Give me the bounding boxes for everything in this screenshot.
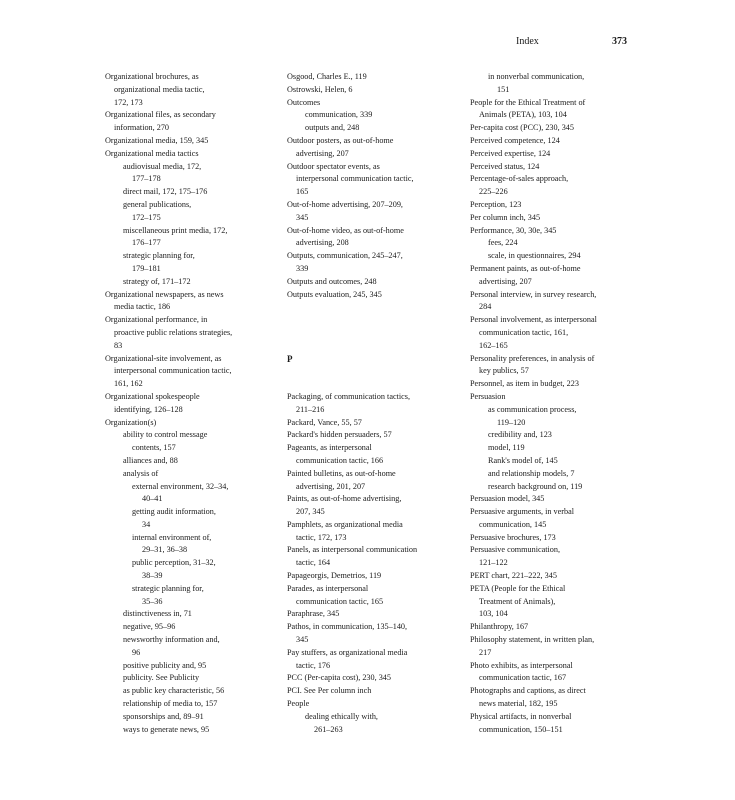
index-entry: Outputs and outcomes, 248 [287,276,377,286]
index-entry: Personnel, as item in budget, 223 [470,379,579,389]
index-entry: Organizational media tactics [105,148,199,158]
index-entry: public perception, 31–32, [132,558,216,568]
index-entry: Philosophy statement, in written plan, [470,635,595,645]
spacer [287,314,459,327]
index-entry: Osgood, Charles E., 119 [287,72,367,81]
index-entry: Performance, 30, 30e, 345 [470,225,557,235]
index-entry: Percentage-of-sales approach, [470,174,569,184]
index-entry: Photographs and captions, as direct [470,686,586,696]
index-entry: contents, 157 [132,443,176,453]
index-entry: advertising, 207 [479,276,532,286]
index-entry: organizational media tactic, [114,84,205,94]
index-entry: 96 [132,647,141,657]
index-entry: Persuasive brochures, 173 [470,532,556,542]
index-entry: People for the Ethical Treatment of [470,97,586,107]
index-entry: communication, 150–151 [479,724,563,734]
index-column-2 [287,71,459,736]
index-entry: sponsorships and, 89–91 [123,711,204,721]
index-entry: fees, 224 [488,238,518,248]
index-entry: direct mail, 172, 175–176 [123,187,208,197]
index-entry: miscellaneous print media, 172, [123,225,228,235]
index-entry: Persuasive arguments, in verbal [470,507,574,517]
index-entry: 179–181 [132,263,161,273]
index-entry: information, 270 [114,123,170,133]
index-entry: news material, 182, 195 [479,699,558,709]
index-entry: PETA (People for the Ethical [470,583,566,593]
index-entry: Organization(s) [105,417,157,427]
index-entry: Outcomes [287,97,321,107]
index-entry: 345 [296,635,309,645]
index-entry: strategic planning for, [132,583,204,593]
index-entry: Perceived status, 124 [470,161,540,171]
index-entry: 35–36 [142,596,163,606]
index-entry: Physical artifacts, in nonverbal [470,711,572,721]
index-entry: Organizational brochures, as [105,72,199,81]
spacer [287,378,459,391]
index-column-3 [470,71,640,736]
page-number: 373 [612,36,627,47]
index-entry: Perception, 123 [470,199,522,209]
index-entry: credibility and, 123 [488,430,552,440]
index-entry: 34 [142,519,151,529]
index-entry: communication tactic, 161, [479,327,569,337]
index-entry: PERT chart, 221–222, 345 [470,571,557,581]
index-entry: PCC (Per-capita cost), 230, 345 [287,673,391,683]
index-entry: 172–175 [132,212,161,222]
index-entry: Panels, as interpersonal communication [287,545,418,555]
index-entry: Persuasion model, 345 [470,494,545,504]
index-entry: 103, 104 [479,609,508,619]
index-entry: tactic, 164 [296,558,331,568]
index-entry: 207, 345 [296,507,325,517]
index-entry: outputs and, 248 [305,123,360,133]
index-entry: 121–122 [479,558,508,568]
index-entry: alliances and, 88 [123,455,178,465]
index-entry: Philanthropy, 167 [470,622,529,632]
index-entry: tactic, 176 [296,660,331,670]
index-entry: Treatment of Animals), [479,596,556,606]
index-entry: interpersonal communication tactic, [114,366,232,376]
index-entry: Out-of-home video, as out-of-home [287,225,404,235]
index-entry: 211–216 [296,404,325,414]
index-entry: strategy of, 171–172 [123,276,191,286]
index-entry: Permanent paints, as out-of-home [470,263,581,273]
index-entry: key publics, 57 [479,366,529,376]
index-entry: model, 119 [488,443,525,453]
index-entry: media tactic, 186 [114,302,171,312]
spacer [287,340,459,353]
index-entry: as communication process, [488,404,577,414]
index-entry: ways to generate news, 95 [123,724,210,734]
index-entry: advertising, 208 [296,238,349,248]
index-entry: as public key characteristic, 56 [123,686,225,696]
index-entry: Organizational media, 159, 345 [105,135,209,145]
section-letter: P [287,353,293,364]
index-entry: 177–178 [132,174,161,184]
index-entry: distinctiveness in, 71 [123,609,192,619]
index-entry: Persuasive communication, [470,545,561,555]
index-entry: Paraphrase, 345 [287,609,340,619]
index-entry: Personal interview, in survey research, [470,289,597,299]
index-entry: in nonverbal communication, [488,72,585,81]
index-entry: Rank's model of, 145 [488,455,558,465]
running-head-title: Index [516,36,539,47]
index-entry: Personality preferences, in analysis of [470,353,595,363]
index-entry: research background on, 119 [488,481,583,491]
index-entry: audiovisual media, 172, [123,161,202,171]
index-entry: Persuasion [470,391,506,401]
index-entry: Packard, Vance, 55, 57 [287,417,362,427]
index-entry: getting audit information, [132,507,216,517]
index-entry: Organizational files, as secondary [105,110,216,120]
index-entry: Out-of-home advertising, 207–209, [287,199,403,209]
index-entry: Perceived competence, 124 [470,135,560,145]
index-entry: Pathos, in communication, 135–140, [287,622,408,632]
index-column-1 [105,71,275,736]
index-entry: communication, 145 [479,519,547,529]
index-entry: proactive public relations strategies, [114,327,233,337]
index-entry: strategic planning for, [123,251,195,261]
index-entry: 261–263 [314,724,343,734]
spacer [287,365,459,378]
index-entry: 161, 162 [114,379,143,389]
index-entry: 165 [296,187,309,197]
index-entry: 284 [479,302,492,312]
index-entry: newsworthy information and, [123,635,220,645]
index-entry: 38–39 [142,571,163,581]
index-entry: advertising, 207 [296,148,349,158]
running-head [0,36,735,50]
spacer [287,301,459,314]
index-entry: Ostrowski, Helen, 6 [287,84,353,94]
index-entry: scale, in questionnaires, 294 [488,251,581,261]
index-entry: Pay stuffers, as organizational media [287,647,408,657]
index-entry: Packaging, of communication tactics, [287,391,411,401]
index-entry: Parades, as interpersonal [287,583,369,593]
index-entry: communication tactic, 165 [296,596,384,606]
index-entry: positive publicity and, 95 [123,660,207,670]
index-entry: negative, 95–96 [123,622,176,632]
index-entry: publicity. See Publicity [123,673,200,683]
index-entry: external environment, 32–34, [132,481,229,491]
index-entry: Organizational-site involvement, as [105,353,222,363]
index-entry: dealing ethically with, [305,711,378,721]
index-entry: Papageorgis, Demetrios, 119 [287,571,382,581]
index-entry: communication tactic, 167 [479,673,567,683]
index-entry: 176–177 [132,238,161,248]
index-entry: 217 [479,647,492,657]
index-entry: identifying, 126–128 [114,404,183,414]
index-entry: and relationship models, 7 [488,468,575,478]
index-entry: Outdoor posters, as out-of-home [287,135,394,145]
index-entry: People [287,699,310,709]
index-entry: Per-capita cost (PCC), 230, 345 [470,123,574,133]
index-entry: Per column inch, 345 [470,212,541,222]
index-entry: Outputs, communication, 245–247, [287,251,403,261]
index-entry: 172, 173 [114,97,143,107]
index-entry: internal environment of, [132,532,212,542]
index-entry: analysis of [123,468,159,478]
index-entry: 345 [296,212,309,222]
index-entry: Photo exhibits, as interpersonal [470,660,573,670]
index-entry: Outdoor spectator events, as [287,161,380,171]
index-entry: communication tactic, 166 [296,455,384,465]
index-entry: Organizational newspapers, as news [105,289,224,299]
index-entry: Pamphlets, as organizational media [287,519,403,529]
index-entry: Pageants, as interpersonal [287,443,372,453]
index-entry: tactic, 172, 173 [296,532,347,542]
index-entry: 83 [114,340,123,350]
index-entry: PCI. See Per column inch [287,686,372,696]
index-entry: Organizational performance, in [105,315,208,325]
index-entry: communication, 339 [305,110,373,120]
index-entry: 162–165 [479,340,508,350]
index-entry: Personal involvement, as interpersonal [470,315,597,325]
index-entry: Outputs evaluation, 245, 345 [287,289,382,299]
index-entry: Packard's hidden persuaders, 57 [287,430,392,440]
index-entry: ability to control message [123,430,208,440]
index-entry: Paints, as out-of-home advertising, [287,494,402,504]
index-entry: 29–31, 36–38 [142,545,188,555]
index-entry: 339 [296,263,309,273]
index-entry: relationship of media to, 157 [123,699,218,709]
index-entry: 40–41 [142,494,163,504]
spacer [287,327,459,340]
index-entry: general publications, [123,199,192,209]
index-entry: 119–120 [497,417,526,427]
index-entry: interpersonal communication tactic, [296,174,414,184]
index-entry: Animals (PETA), 103, 104 [479,110,567,120]
index-entry: advertising, 201, 207 [296,481,366,491]
index-entry: 151 [497,84,510,94]
index-entry: Perceived expertise, 124 [470,148,551,158]
index-entry: 225–226 [479,187,508,197]
index-entry: Organizational spokespeople [105,391,200,401]
index-entry: Painted bulletins, as out-of-home [287,468,396,478]
